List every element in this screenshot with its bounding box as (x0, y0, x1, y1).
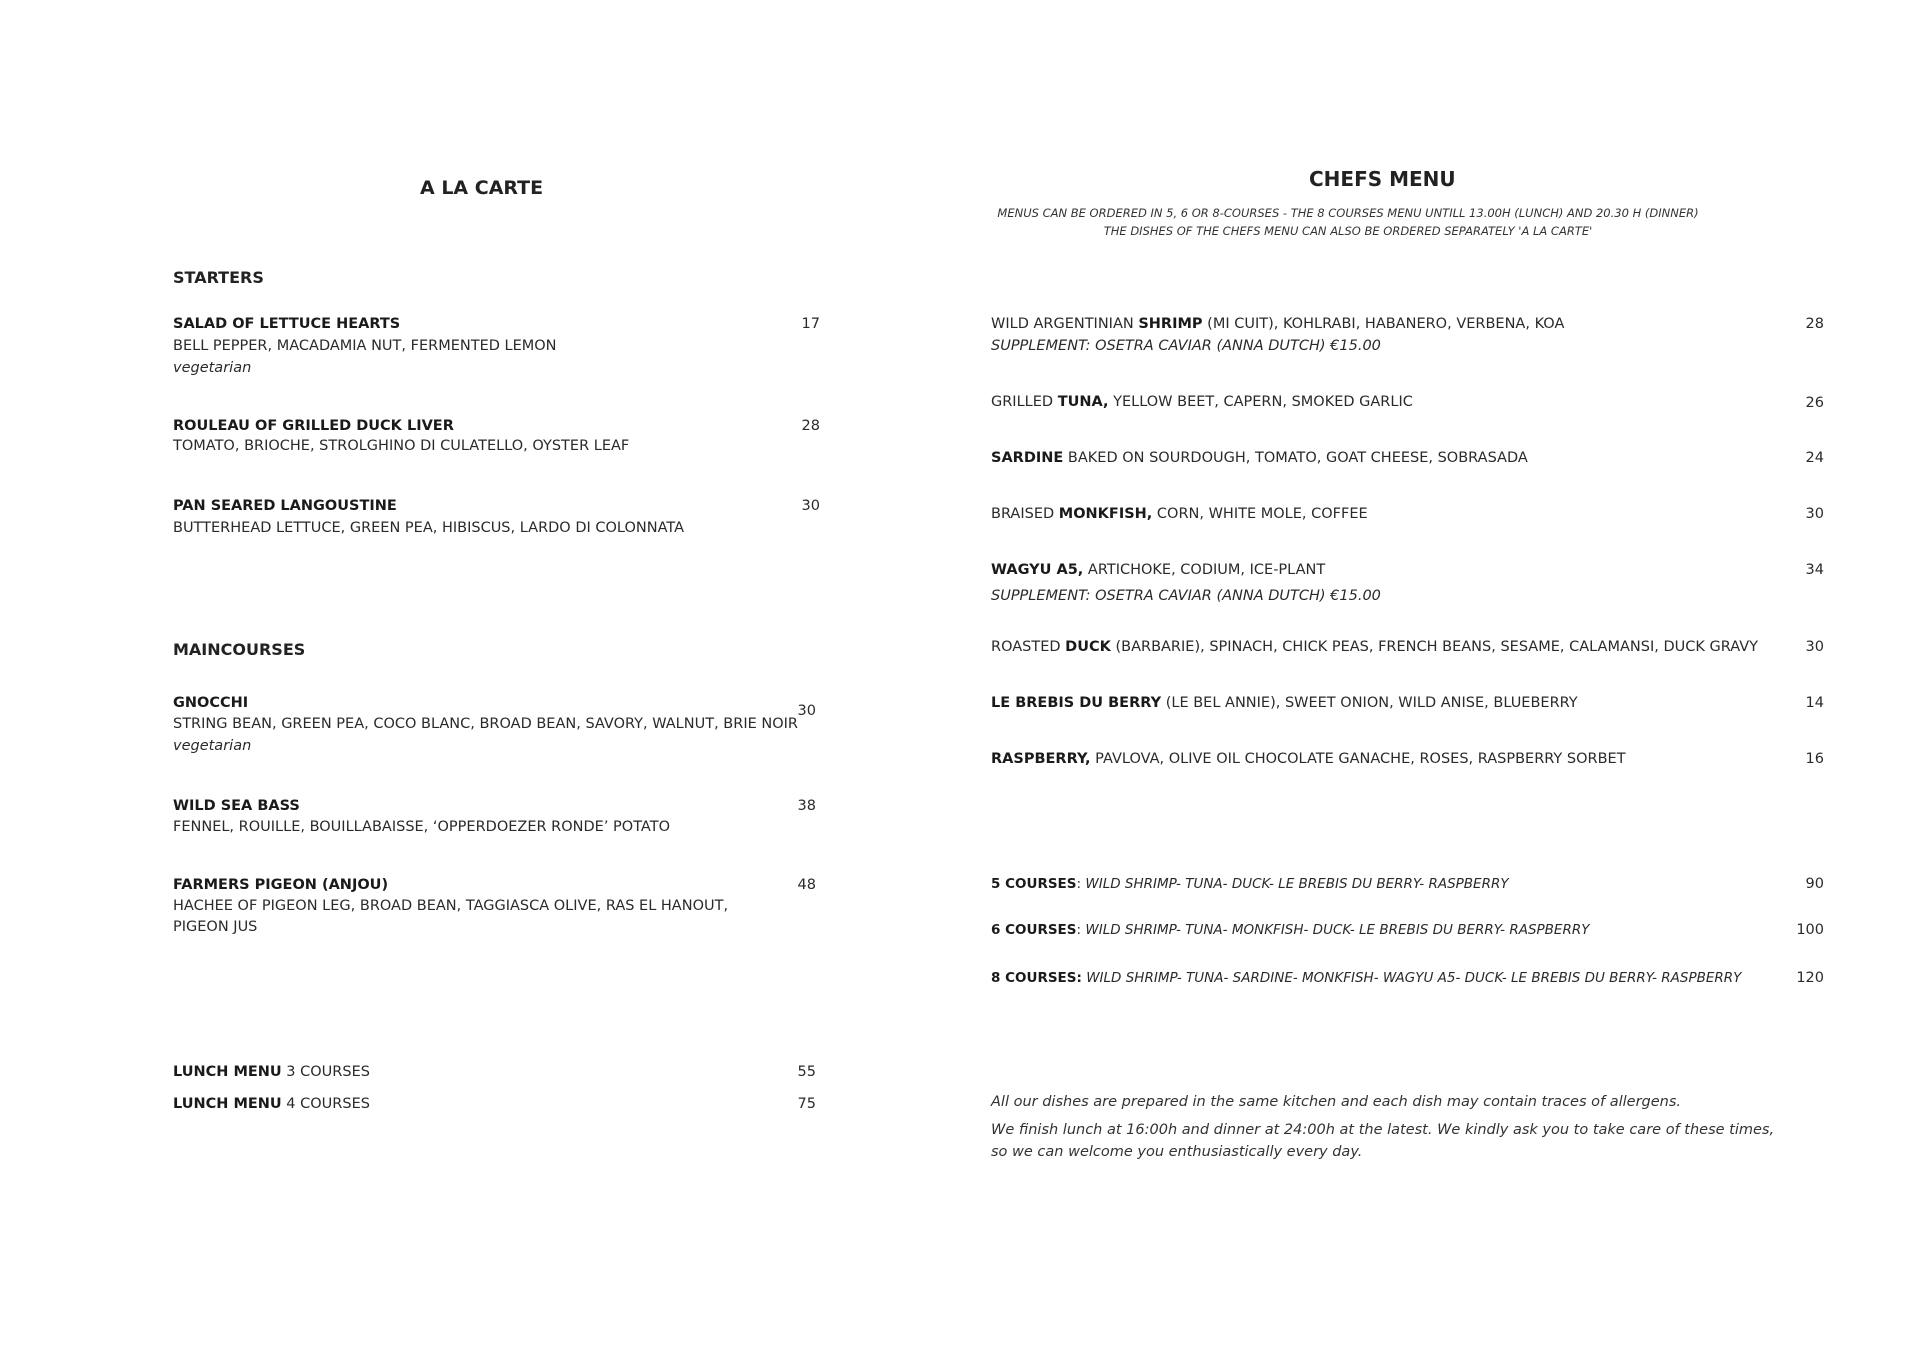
dish-price: 14 (1805, 695, 1824, 711)
lunch-courses: 3 COURSES (281, 1064, 370, 1080)
dish-price: 34 (1805, 562, 1824, 578)
course-price: 90 (1805, 876, 1824, 892)
dish-supplement: SUPPLEMENT: OSETRA CAVIAR (ANNA DUTCH) €15.00 (991, 588, 1381, 604)
course-list: WILD SHRIMP- TUNA- MONKFISH- DUCK- LE BREBIS DU BERRY- RASPBERRY (1081, 922, 1590, 938)
allergen-notice: All our dishes are prepared in the same kitchen and each dish may contain traces of allergens. (991, 1094, 1682, 1110)
course-list: WILD SHRIMP- TUNA- SARDINE- MONKFISH- WAGYU A5- DUCK- LE BREBIS DU BERRY- RASPBERRY (1081, 970, 1742, 986)
chefs-dish (991, 695, 1578, 711)
course-menu-row (991, 922, 1589, 938)
starters-heading: STARTERS (173, 268, 264, 287)
dish-highlight: LE BREBIS DU BERRY (991, 695, 1162, 711)
lunch-menu-row (173, 1096, 370, 1112)
dish-price: 26 (1805, 395, 1824, 411)
dish-text: CORN, WHITE MOLE, COFFEE (1152, 506, 1368, 522)
course-separator: : (1076, 876, 1082, 892)
dish-price: 30 (1805, 639, 1824, 655)
dish-price: 24 (1805, 450, 1824, 466)
dish-highlight: SHRIMP (1138, 316, 1203, 332)
lunch-courses: 4 COURSES (281, 1096, 370, 1112)
dish-text: (LE BEL ANNIE), SWEET ONION, WILD ANISE, BLUEBERRY (1161, 695, 1578, 711)
chefs-dish (991, 450, 1528, 466)
lunch-menu-row (173, 1064, 370, 1080)
chefs-dish (991, 316, 1564, 332)
dish-highlight: MONKFISH, (1058, 506, 1153, 522)
dish-text: YELLOW BEET, CAPERN, SMOKED GARLIC (1108, 394, 1413, 410)
dish-price: 30 (797, 703, 816, 719)
course-menu-row (991, 876, 1509, 892)
dish-text: ROASTED (991, 639, 1066, 655)
lunch-label: LUNCH MENU (173, 1096, 282, 1112)
dish-tag: vegetarian (173, 738, 252, 754)
dish-text: GRILLED (991, 394, 1058, 410)
dish-description: TOMATO, BRIOCHE, STROLGHINO DI CULATELLO, OYSTER LEAF (173, 438, 630, 454)
dish-highlight: DUCK (1065, 639, 1111, 655)
dish-highlight: TUNA, (1057, 394, 1109, 410)
dish-description: STRING BEAN, GREEN PEA, COCO BLANC, BROAD BEAN, SAVORY, WALNUT, BRIE NOIR (173, 716, 798, 732)
dish-price: 17 (801, 316, 820, 332)
dish-name: PAN SEARED LANGOUSTINE (173, 498, 397, 514)
dish-price: 28 (1805, 316, 1824, 332)
lunch-price: 55 (797, 1064, 816, 1080)
dish-price: 48 (797, 877, 816, 893)
opening-times-notice: so we can welcome you enthusiastically every day. (991, 1144, 1363, 1160)
course-list: WILD SHRIMP- TUNA- DUCK- LE BREBIS DU BERRY- RASPBERRY (1081, 876, 1509, 892)
dish-description: HACHEE OF PIGEON LEG, BROAD BEAN, TAGGIASCA OLIVE, RAS EL HANOUT, (173, 898, 729, 914)
opening-times-notice: We finish lunch at 16:00h and dinner at 24:00h at the latest. We kindly ask you to take care of these times, (991, 1122, 1775, 1138)
dish-text: BAKED ON SOURDOUGH, TOMATO, GOAT CHEESE, SOBRASADA (1063, 450, 1528, 466)
chefs-dish (991, 562, 1325, 578)
dish-highlight: WAGYU A5, (991, 562, 1084, 578)
dish-tag: vegetarian (173, 360, 252, 376)
chefs-note: THE DISHES OF THE CHEFS MENU CAN ALSO BE ORDERED SEPARATELY 'A LA CARTE' (1103, 224, 1593, 238)
dish-description: PIGEON JUS (173, 919, 258, 935)
chefs-dish (991, 751, 1626, 767)
dish-price: 30 (1805, 506, 1824, 522)
chefs-dish (991, 394, 1413, 410)
dish-name: ROULEAU OF GRILLED DUCK LIVER (173, 418, 454, 434)
dish-description: BUTTERHEAD LETTUCE, GREEN PEA, HIBISCUS, LARDO DI COLONNATA (173, 520, 685, 536)
dish-text: (BARBARIE), SPINACH, CHICK PEAS, FRENCH BEANS, SESAME, CALAMANSI, DUCK GRAVY (1110, 639, 1758, 655)
lunch-label: LUNCH MENU (173, 1064, 282, 1080)
dish-supplement: SUPPLEMENT: OSETRA CAVIAR (ANNA DUTCH) €15.00 (991, 338, 1381, 354)
dish-name: WILD SEA BASS (173, 798, 300, 814)
maincourses-heading: MAINCOURSES (173, 640, 306, 659)
dish-name: SALAD OF LETTUCE HEARTS (173, 316, 401, 332)
dish-price: 38 (797, 798, 816, 814)
chefs-title: CHEFS MENU (1309, 167, 1456, 191)
course-price: 120 (1796, 970, 1824, 986)
course-menu-row (991, 970, 1741, 986)
dish-text: BRAISED (991, 506, 1059, 522)
dish-description: FENNEL, ROUILLE, BOUILLABAISSE, ‘OPPERDOEZER RONDE’ POTATO (173, 819, 671, 835)
dish-text: PAVLOVA, OLIVE OIL CHOCOLATE GANACHE, ROSES, RASPBERRY SORBET (1090, 751, 1626, 767)
dish-price: 16 (1805, 751, 1824, 767)
dish-description: BELL PEPPER, MACADAMIA NUT, FERMENTED LEMON (173, 338, 557, 354)
alacarte-title: A LA CARTE (420, 177, 544, 199)
dish-highlight: RASPBERRY, (991, 751, 1091, 767)
dish-highlight: SARDINE (991, 450, 1064, 466)
course-label: 8 COURSES: (991, 970, 1082, 986)
course-separator: : (1076, 922, 1082, 938)
dish-price: 28 (801, 418, 820, 434)
course-label: 6 COURSES (991, 922, 1077, 938)
course-price: 100 (1796, 922, 1824, 938)
chefs-note: MENUS CAN BE ORDERED IN 5, 6 OR 8-COURSES - THE 8 COURSES MENU UNTILL 13.00H (LUNCH) AND 20.30 H (DINNER) (997, 206, 1699, 220)
dish-name: FARMERS PIGEON (ANJOU) (173, 877, 389, 893)
dish-price: 30 (801, 498, 820, 514)
dish-name: GNOCCHI (173, 695, 249, 711)
course-label: 5 COURSES (991, 876, 1077, 892)
dish-text: WILD ARGENTINIAN (991, 316, 1139, 332)
dish-text: (MI CUIT), KOHLRABI, HABANERO, VERBENA, KOA (1202, 316, 1565, 332)
chefs-dish (991, 506, 1368, 522)
lunch-price: 75 (797, 1096, 816, 1112)
chefs-dish (991, 639, 1758, 655)
dish-text: ARTICHOKE, CODIUM, ICE-PLANT (1083, 562, 1326, 578)
